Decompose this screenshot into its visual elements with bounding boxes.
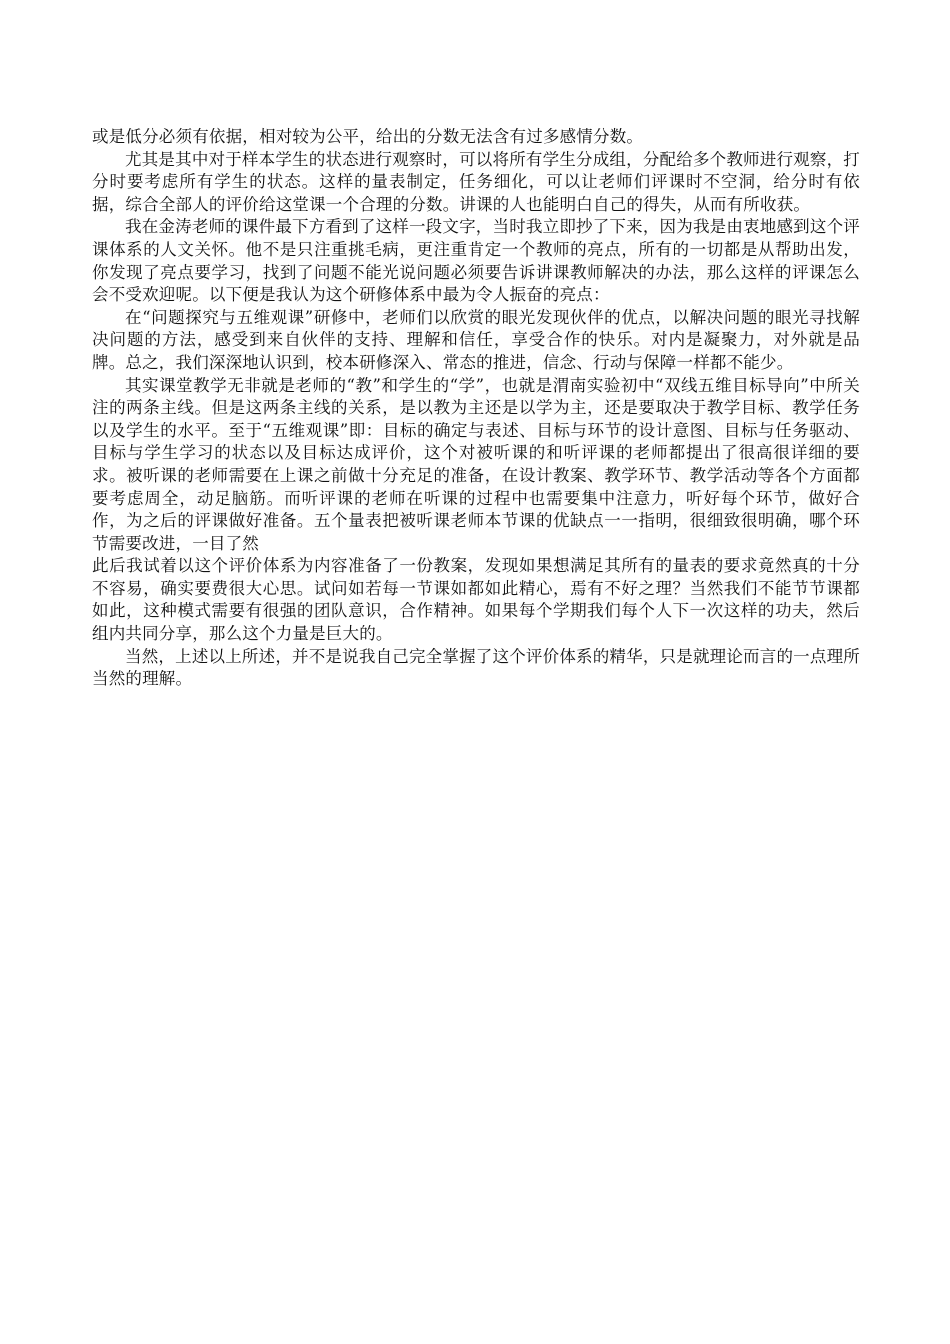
paragraph-7: 当然，上述以上所述，并不是说我自己完全掌握了这个评价体系的精华，只是就理论而言的一点理所当然的理解。	[92, 646, 860, 689]
paragraph-4: 在“问题探究与五维观课”研修中，老师们以欣赏的眼光发现伙伴的优点，以解决问题的眼光寻找解决问题的方法，感受到来自伙伴的支持、理解和信任，享受合作的快乐。对内是凝聚力，对外就是品牌。总之，我们深深地认识到，校本研修深入、常态的推进，信念、行动与保障一样都不能少。	[92, 307, 860, 372]
paragraph-3: 我在金涛老师的课件最下方看到了这样一段文字，当时我立即抄了下来，因为我是由衷地感到这个评课体系的人文关怀。他不是只注重挑毛病，更注重肯定一个教师的亮点，所有的一切都是从帮助出发，你发现了亮点要学习，找到了问题不能光说问题必须要告诉讲课教师解决的办法，那么这样的评课怎么会不受欢迎呢。以下便是我认为这个研修体系中最为令人振奋的亮点：	[92, 217, 860, 305]
paragraph-5: 其实课堂教学无非就是老师的“教”和学生的“学”，也就是渭南实验初中“双线五维目标导向”中所关注的两条主线。但是这两条主线的关系，是以教为主还是以学为主，还是要取决于教学目标、教学任务以及学生的水平。至于“五维观课”即：目标的确定与表述、目标与环节的设计意图、目标与任务驱动、目标与学生学习的状态以及目标达成评价，这个对被听课的和听评课的老师都提出了很高很详细的要求。被听课的老师需要在上课之前做十分充足的准备，在设计教案、教学环节、教学活动等各个方面都要考虑周全，动足脑筋。而听评课的老师在听课的过程中也需要集中注意力，听好每个环节，做好合作，为之后的评课做好准备。五个量表把被听课老师本节课的优缺点一一指明，很细致很明确，哪个环节需要改进，一目了然	[92, 375, 860, 553]
paragraph-1: 或是低分必须有依据，相对较为公平，给出的分数无法含有过多感情分数。	[92, 127, 644, 146]
document-body	[92, 126, 860, 691]
paragraph-6: 此后我试着以这个评价体系为内容准备了一份教案，发现如果想满足其所有的量表的要求竟然真的十分不容易，确实要费很大心思。试问如若每一节课如都如此精心，焉有不好之理？当然我们不能节节课都如此，这种模式需要有很强的团队意识，合作精神。如果每个学期我们每个人下一次这样的功夫，然后组内共同分享，那么这个力量是巨大的。	[92, 556, 860, 644]
paragraph-2: 尤其是其中对于样本学生的状态进行观察时，可以将所有学生分成组，分配给多个教师进行观察，打分时要考虑所有学生的状态。这样的量表制定，任务细化，可以让老师们评课时不空洞，给分时有依据，综合全部人的评价给这堂课一个合理的分数。讲课的人也能明白自己的得失，从而有所收获。	[92, 149, 860, 214]
